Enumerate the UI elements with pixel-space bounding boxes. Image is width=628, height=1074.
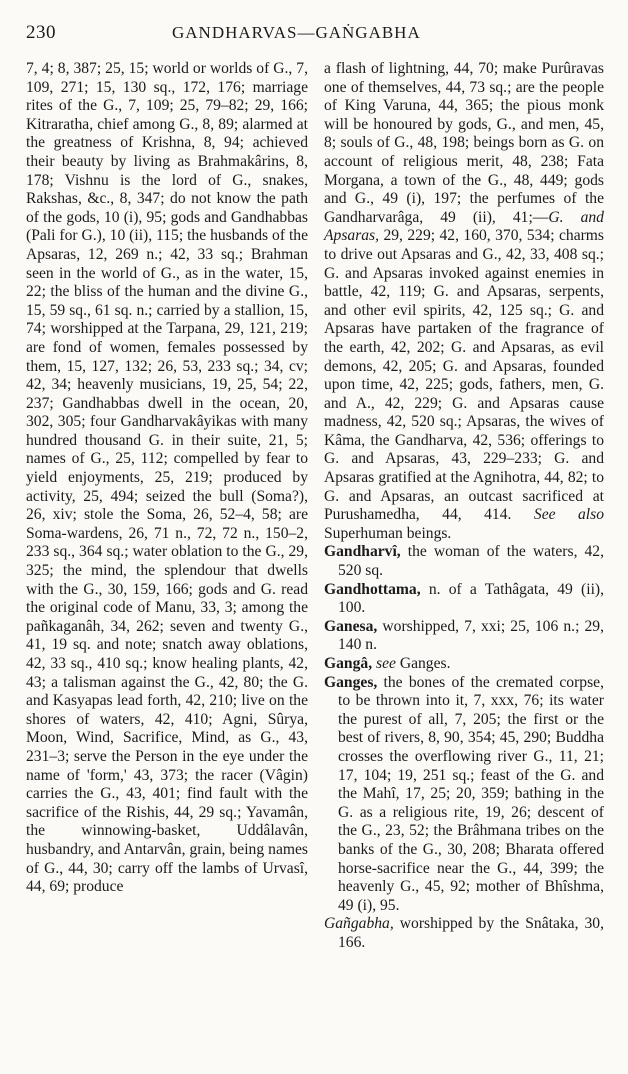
entry-body: worshipped, 7, xxi; 25, 106 n.; 29, 140 n.	[338, 617, 604, 654]
see-also-label: See also	[533, 506, 604, 524]
index-entry-gandharvi	[324, 543, 604, 580]
entry-see-label: see	[376, 655, 396, 672]
gandharvas-text-b: 29, 229; 42, 160, 370, 534; charms to drive out Apsaras and G., 42, 33, 408 sq.; G. and Apsaras invoked against enemies in battle, 42, 119; G. and Apsaras, serpents, and other evil spirits, 42, 125 sq.; G. and Apsaras have partaken of the fragrance of the earth, 42, 202; G. and Apsaras, as evil demons, 42, 205; G. and Apsaras, founded upon time, 42, 225; gods, fathers, men, G. and A., 42, 229; G. and Apsaras cause madness, 42, 520 sq.; Apsaras, the wives of Kâma, the Gandharva, 42, 536; offerings to G. and Apsaras, 43, 229–233; G. and Apsaras gratified at the Agnihotra, 44, 82; to G. and Apsaras, an outcast sacrificed at Purushamedha, 44, 414.	[324, 227, 604, 524]
gandharvas-entry-continued: 7, 4; 8, 387; 25, 15; world or worlds of G., 7, 109, 271; 15, 130 sq., 172, 176; marriage rites of the G., 7, 109; 25, 79–82; 29, 166; Kitraratha, chief among G., 8, 89; alarmed at the greatness of Krishna, 8, 94; achieved their beauty by living as Brahmakârins, 8, 178; Vishnu is the lord of G., snakes, Rakshas, &c., 8, 347; do not know the path of the gods, 10 (i), 95; gods and Gandhabbas (Pali for G.), 10 (ii), 115; the husbands of the Apsaras, 12, 269 n.; 42, 33 sq.; Brahman seen in the world of G., as in the water, 15, 22; the bliss of the human and the divine G., 15, 59 sq., 61 sq. n.; carried by a stallion, 15, 74; worshipped at the Tarpana, 29, 121, 219; are fond of women, females possessed by them, 15, 127, 132; 26, 53, 233 sq.; 34, cv; 42, 34; heavenly musicians, 19, 25, 54; 22, 237; Gandhabbas dwell in the ocean, 20, 302, 305; four Gandharvakâyikas with many hundred thousand G. in their suite, 21, 5; names of G., 25, 112; compelled by fear to yield enjoyments, 25, 219; produced by activity, 25, 494; seized the bull (Soma?), 26, xiv; stole the Soma, 26, 52–4, 58; are Soma-wardens, 26, 71 n., 72, 72 n., 150–2, 233 sq., 364 sq.; water oblation to the G., 29, 325; the mind, the splendour that dwells with the G., 30, 159, 166; gods and G. read the original code of Manu, 33, 3; among the pañkaganâh, 34, 262; seven and twenty G., 41, 19 sq. and note; snatch away oblations, 42, 33 sq., 410 sq.; know healing plants, 42, 43; a talisman against the G., 42, 80; the G. and Kasyapas lead forth, 42, 210; live on the shores of waters, 42, 410; Agni, Sûrya, Moon, Wind, Sacrifice, Mind, as G., 43, 231–3; serve the Person in the eye under the name of 'form,' 43, 373; the racer (Vâgin) carries the G., 43, 401; find fault with the sacrifice of the Rishis, 44, 29 sq.; Yavamân, the winnowing-basket, Uddâlavân, husbandry, and Antarvân, grain, being names of G., 44, 30; carry off the lambs of Urvasî, 44, 69; produce	[26, 60, 308, 896]
index-entry-gangabha	[324, 915, 604, 952]
running-title: GANDHARVAS—GAṄGABHA	[172, 23, 421, 42]
index-entry-ganga	[324, 655, 604, 674]
page-number: 230	[26, 22, 56, 43]
right-column	[324, 60, 604, 953]
gandharvas-apsaras-label: G. and Apsaras,	[324, 208, 604, 245]
left-column	[26, 60, 308, 897]
entry-headword: Gandhottama,	[324, 580, 421, 598]
entry-body: worshipped by the Snâtaka, 30, 166.	[338, 915, 604, 951]
gandharvas-text-a: a flash of lightning, 44, 70; make Purûravas one of themselves, 44, 73 sq.; are the people of King Varuna, 44, 365; the pious monk will be honoured by gods, G., and men, 45, 8; souls of G., 48, 198; beings born as G. on account of religious merit, 48, 238; Fata Morgana, a town of the G., 48, 449; gods and G., 49 (i), 197; the perfumes of the Gandharvarâga, 49 (ii), 41;—	[324, 60, 604, 226]
index-entry-ganesa	[324, 618, 604, 655]
entry-body: the bones of the cremated corpse, to be thrown into it, 7, xxx, 76; its water the purest of all, 7, 205; the first or the best of rivers, 8, 90, 354; 45, 290; Buddha crosses the overflowing river G., 11, 21; 17, 104; 19, 251 sq.; feast of the G. and the Mahî, 17, 25; 20, 359; bathing in the G. as a religious rite, 19, 26; descent of the G., 23, 52; the Brâhmana tribes on the banks of the G., 30, 208; Bharata offered horse-sacrifice near the G., 44, 399; the heavenly G., 45, 92; mother of Bhîshma, 49 (i), 95.	[338, 673, 604, 914]
page-header	[26, 22, 602, 50]
gandharvas-entry-end	[324, 60, 604, 543]
entry-headword: Gangâ,	[324, 655, 373, 672]
entry-headword: Ganesa,	[324, 617, 378, 635]
index-entry-ganges	[324, 674, 604, 916]
entry-headword: Gañgabha,	[324, 915, 394, 933]
entry-headword: Ganges,	[324, 673, 378, 691]
entry-headword: Gandharvî,	[324, 543, 401, 561]
entry-body: the woman of the waters, 42, 520 sq.	[338, 543, 604, 580]
entry-body: n. of a Tathâgata, 49 (ii), 100.	[338, 580, 604, 617]
entry-body: Ganges.	[395, 655, 451, 672]
see-also-target: Superhuman beings.	[324, 524, 452, 542]
index-entry-gandhottama	[324, 581, 604, 618]
